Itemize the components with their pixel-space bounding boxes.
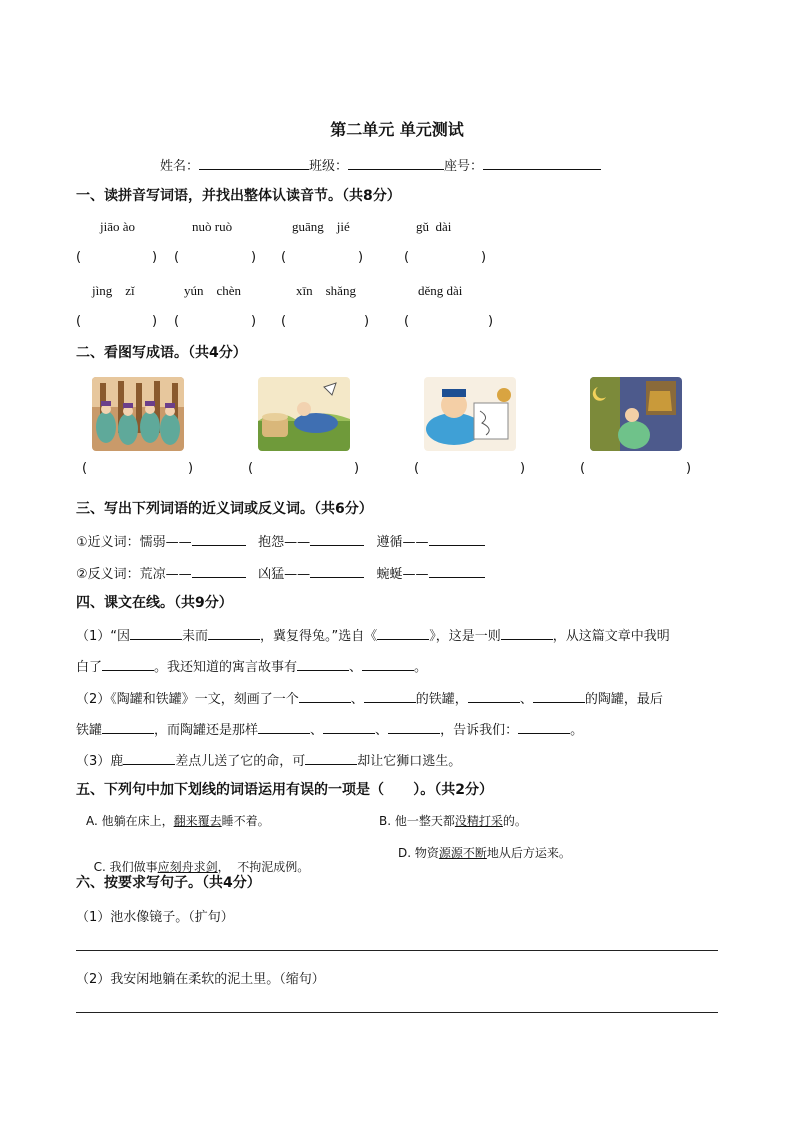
fill-blank[interactable]: [299, 689, 351, 703]
class-blank[interactable]: [348, 156, 444, 170]
section-2-heading: 二、看图写成语。（共4分）: [76, 345, 247, 361]
fill-blank[interactable]: [123, 751, 175, 765]
option-d[interactable]: D. 物资源源不断地从后方运来。: [398, 846, 571, 860]
name-blank[interactable]: [199, 156, 309, 170]
fill-blank[interactable]: [208, 626, 260, 640]
student-info-line: [160, 155, 601, 174]
pinyin-8: děng dài: [418, 283, 463, 298]
section-6-heading: 六、按要求写句子。（共4分）: [76, 875, 261, 891]
section-3-heading: 三、写出下列词语的近义词或反义词。（共6分）: [76, 501, 373, 517]
synonym-row: ①近义词：懦弱—— 抱怨—— 遵循——: [76, 531, 485, 550]
antonym-row: ②反义词：荒凉—— 凶猛—— 蜿蜒——: [76, 563, 485, 582]
fill-blank[interactable]: [388, 720, 440, 734]
fill-blank[interactable]: [102, 720, 154, 734]
idiom-picture-1: [92, 377, 184, 451]
pinyin-4: gǔ dài: [416, 219, 452, 234]
fill-blank[interactable]: [533, 689, 585, 703]
q4-2-line-b: 铁罐 ，而陶罐还是那样 、 、 ，告诉我们： 。: [76, 719, 583, 738]
synonym-blank-2[interactable]: [310, 532, 364, 546]
synonym-blank-3[interactable]: [429, 532, 485, 546]
pinyin-3: guāng jié: [292, 219, 350, 234]
q6-2: （2）我安闲地躺在柔软的泥土里。（缩句）: [76, 972, 325, 987]
pinyin-7: xīn shǎng: [296, 283, 356, 298]
q6-1: （1）池水像镜子。（扩句）: [76, 910, 234, 925]
fill-blank[interactable]: [468, 689, 520, 703]
class-label: 班级：: [309, 159, 349, 174]
pinyin-2: nuò ruò: [192, 219, 233, 234]
fill-blank[interactable]: [130, 626, 182, 640]
section-1-heading: 一、读拼音写词语，并找出整体认读音节。（共8分）: [76, 188, 401, 204]
name-label: 姓名：: [160, 159, 200, 174]
pinyin-5: jìng zǐ: [92, 283, 135, 298]
q4-1-line-b: 白了 。我还知道的寓言故事有 、 。: [76, 656, 427, 675]
fill-blank[interactable]: [258, 720, 310, 734]
antonym-blank-3[interactable]: [429, 564, 485, 578]
fill-blank[interactable]: [297, 657, 349, 671]
section-4-heading: 四、课文在线。（共9分）: [76, 595, 233, 611]
fill-blank[interactable]: [362, 657, 414, 671]
idiom-picture-2: [258, 377, 350, 451]
fill-blank[interactable]: [501, 626, 553, 640]
fill-blank[interactable]: [518, 720, 570, 734]
section-5-heading: 五、下列句中加下划线的词语运用有误的一项是（ ）。（共2分）: [76, 782, 493, 798]
fill-blank[interactable]: [102, 657, 154, 671]
page-title: 第二单元 单元测试: [330, 120, 464, 139]
option-c[interactable]: C. 我们做事应刻舟求剑， 不拘泥成例。: [93, 860, 310, 874]
synonym-blank-1[interactable]: [192, 532, 246, 546]
idiom-picture-4: [590, 377, 682, 451]
seat-label: 座号：: [444, 159, 484, 174]
answer-line-2[interactable]: [76, 1012, 718, 1013]
antonym-blank-1[interactable]: [192, 564, 246, 578]
pinyin-1: jiāo ào: [100, 219, 136, 234]
option-b[interactable]: B. 他一整天都没精打采的。: [379, 814, 527, 828]
fill-blank[interactable]: [323, 720, 375, 734]
idiom-picture-3: [424, 377, 516, 451]
seat-blank[interactable]: [483, 156, 601, 170]
q4-1-line-a: （1）“因 耒而 ，冀复得兔。”选自《 》，这是一则 ，从这篇文章中我明: [76, 625, 670, 644]
q4-3-line: （3）鹿 差点儿送了它的命，可 却让它狮口逃生。: [76, 750, 461, 769]
fill-blank[interactable]: [364, 689, 416, 703]
pinyin-6: yún chèn: [184, 283, 242, 298]
option-a[interactable]: A. 他躺在床上，翻来覆去睡不着。: [86, 814, 270, 828]
antonym-blank-2[interactable]: [310, 564, 364, 578]
q4-2-line-a: （2）《陶罐和铁罐》一文，刻画了一个 、 的铁罐， 、 的陶罐，最后: [76, 688, 663, 707]
answer-line-1[interactable]: [76, 950, 718, 951]
fill-blank[interactable]: [305, 751, 357, 765]
fill-blank[interactable]: [377, 626, 429, 640]
